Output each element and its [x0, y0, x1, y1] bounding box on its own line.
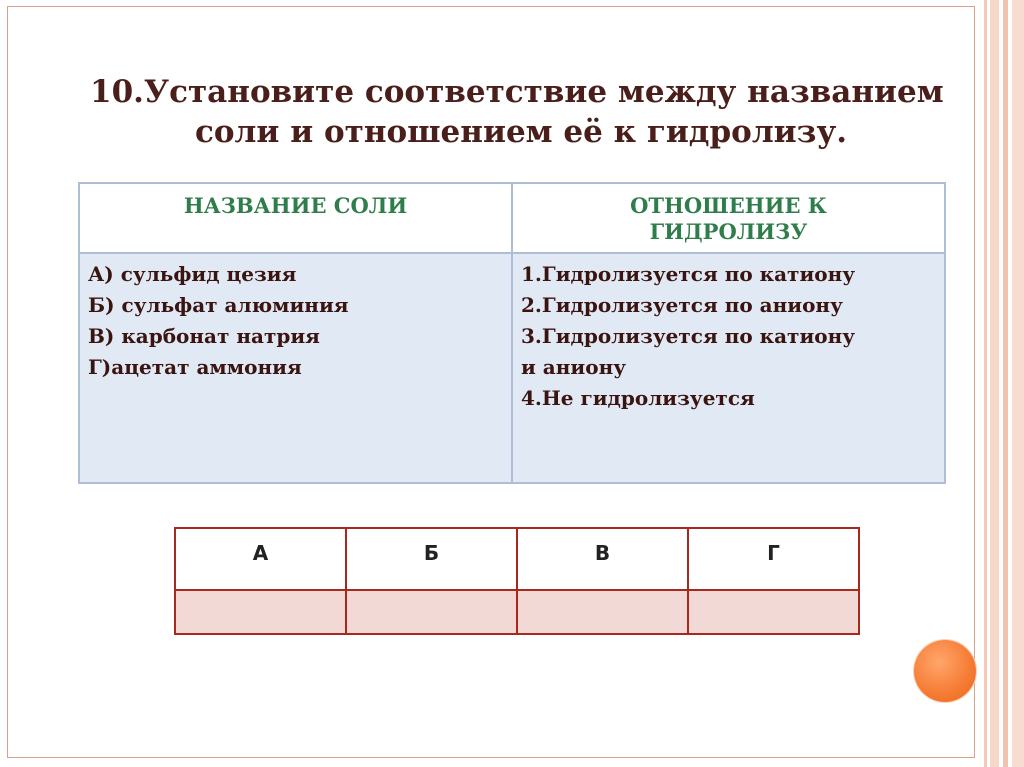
decor-stripe: [1003, 0, 1008, 767]
relation-item: 3.Гидролизуется по катиону: [521, 324, 856, 348]
relation-item: 4.Не гидролизуется: [521, 386, 755, 410]
salt-item: В) карбонат натрия: [88, 324, 320, 348]
answer-cell-v[interactable]: [517, 590, 688, 634]
relations-cell: [512, 253, 945, 483]
salts-cell: [79, 253, 512, 483]
title-line-1: 10.Установите соответствие между названием: [90, 74, 944, 110]
answer-letter-v: В: [517, 528, 688, 590]
answer-cell-b[interactable]: [346, 590, 517, 634]
salt-item: А) сульфид цезия: [88, 262, 297, 286]
answer-letter-b: Б: [346, 528, 517, 590]
relation-item: 2.Гидролизуется по аниону: [521, 293, 843, 317]
relation-item: и аниону: [521, 355, 627, 379]
answer-letter-g: Г: [688, 528, 859, 590]
answer-letter-a: А: [175, 528, 346, 590]
decor-circle: [914, 640, 976, 702]
salt-item: Б) сульфат алюминия: [88, 293, 349, 317]
relation-item: 1.Гидролизуется по катиону: [521, 262, 856, 286]
answer-table: [174, 527, 860, 635]
salt-item: Г)ацетат аммония: [88, 355, 302, 379]
matching-table: [78, 182, 946, 484]
decor-stripe: [984, 0, 987, 767]
table-header-row: [79, 183, 945, 253]
slide-title: [80, 72, 960, 152]
header-salt-name: НАЗВАНИЕ СОЛИ: [79, 183, 512, 253]
answer-input-row: [175, 590, 859, 634]
table-body-row: [79, 253, 945, 483]
answer-letters-row: [175, 528, 859, 590]
answer-cell-g[interactable]: [688, 590, 859, 634]
header-hydrolysis: ОТНОШЕНИЕ К ГИДРОЛИЗУ: [512, 183, 945, 253]
decor-stripe: [990, 0, 999, 767]
decor-stripe: [1012, 0, 1024, 767]
title-line-2: соли и отношением её к гидролизу.: [195, 114, 848, 150]
answer-cell-a[interactable]: [175, 590, 346, 634]
